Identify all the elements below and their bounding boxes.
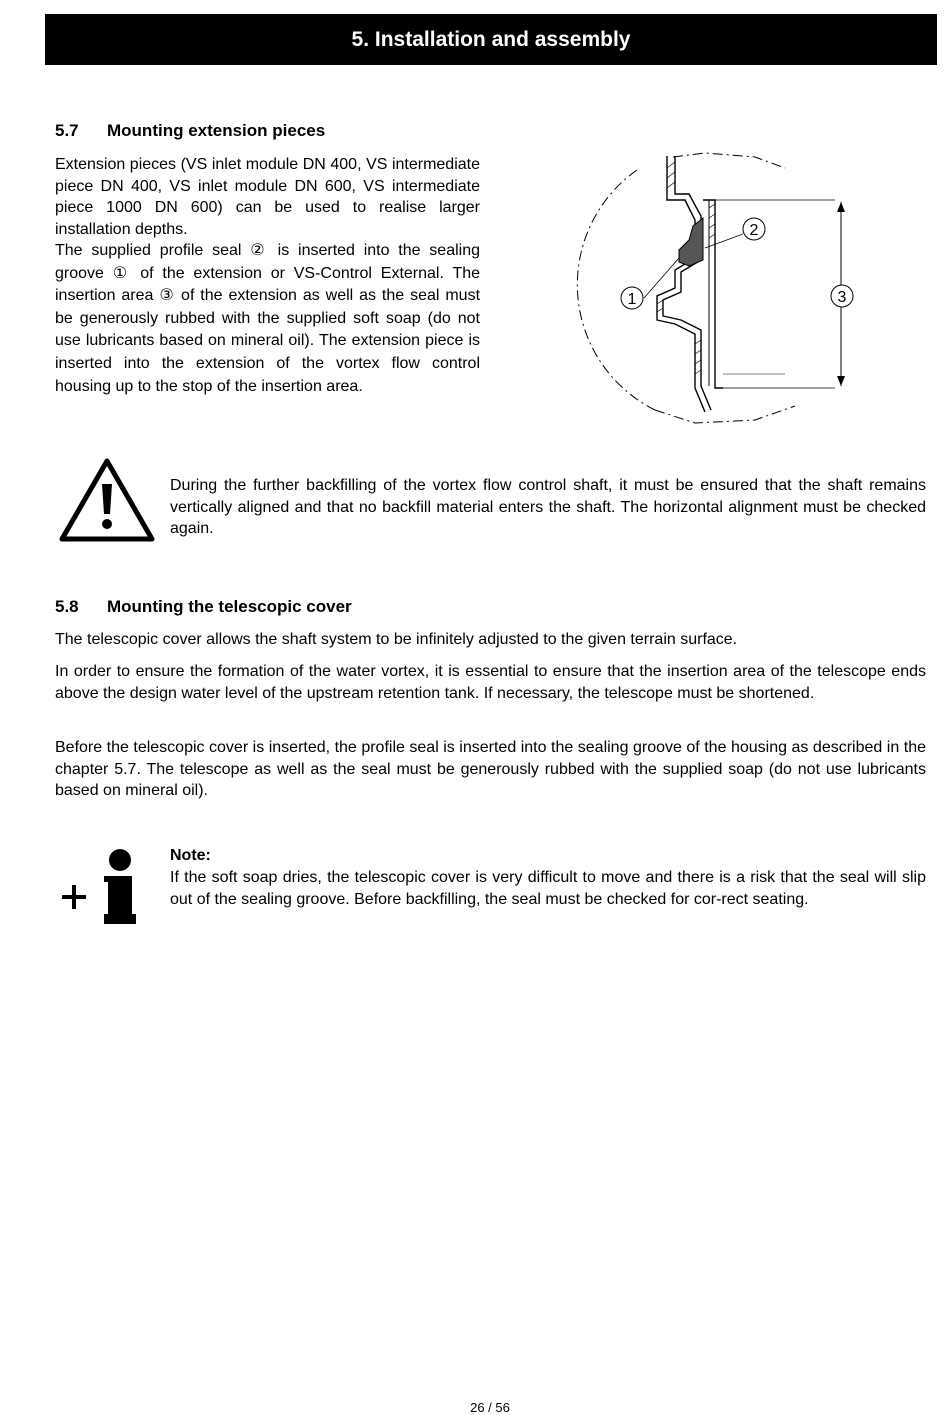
callout-3-symbol: ③ — [159, 287, 176, 305]
callout-label-3: 3 — [837, 289, 847, 306]
extension-hatching — [709, 204, 715, 238]
callout-1-symbol: ① — [112, 264, 132, 282]
page-number: 26 / 56 — [470, 1400, 510, 1415]
section-number: 5.7 — [55, 121, 79, 140]
leader-line-1 — [644, 258, 679, 298]
warning-triangle-icon — [58, 456, 156, 544]
leader-line-2 — [705, 234, 743, 248]
callout-label-1: 1 — [627, 291, 637, 308]
section-5-8-paragraph-1: The telescopic cover allows the shaft system to be infinitely adjusted to the given terrain surface. — [55, 631, 738, 648]
detail-circle-left — [577, 170, 655, 410]
detail-circle-top — [673, 153, 785, 168]
callout-2-symbol: ② — [250, 242, 269, 259]
text-segment: of the extension or VS-Control External. The insertion area — [55, 264, 481, 305]
chapter-title: . Installation and assembly — [363, 27, 631, 51]
note-title: Note: — [170, 847, 211, 864]
text-segment: The supplied profile seal — [55, 242, 251, 259]
dimension-arrow-top — [837, 202, 845, 212]
housing-wall-inner — [663, 156, 711, 410]
detail-circle-bottom — [655, 406, 795, 423]
profile-seal — [679, 218, 703, 266]
dimension-arrow-bottom — [837, 376, 845, 386]
plus-info-icon — [58, 848, 142, 928]
section-title: Mounting extension pieces — [107, 121, 326, 140]
section-5-7-heading — [55, 121, 325, 141]
callout-label-2: 2 — [749, 222, 759, 239]
section-5-8-heading — [55, 597, 352, 617]
seal-cross-section-figure — [555, 148, 865, 428]
warning-text: During the further backfilling of the vortex flow control shaft, it must be ensured that the shaft remains vertically aligned and that no backfill material enters the shaft. The horizontal alignment must be checked again. — [170, 477, 926, 537]
section-5-8-paragraph-2: In order to ensure the formation of the water vortex, it is essential to ensure that the insertion area of the telescope ends above the design water level of the upstream retention tank. If necessary, the telescope must be shortened. — [55, 663, 926, 702]
text-segment: of the extension as well as the seal must be generously rubbed with the supplied soft soap (do not use lubricants based on mineral oil). The extension piece is inserted into the extension of the vortex flow control housing up to the stop of the insertion area. — [55, 287, 481, 395]
section-5-8-paragraph-3: Before the telescopic cover is inserted, the profile seal is inserted into the sealing groove of the housing as described in the chapter 5.7. The telescope as well as the seal must be generously rubbed with the supplied soap (do not use lubricants based on mineral oil). — [55, 739, 926, 799]
chapter-header — [45, 14, 937, 65]
section-5-7-paragraph-2 — [55, 240, 480, 398]
section-5-7-paragraph-1: Extension pieces (VS inlet module DN 400, VS intermediate piece DN 400, VS inlet module DN 600, VS intermediate piece 1000 DN 600) can be used to realise larger installation depths. — [55, 156, 480, 238]
note-text: If the soft soap dries, the telescopic cover is very difficult to move and there is a risk that the seal will slip out of the sealing groove. Before backfilling, the seal must be checked for cor-rect seating. — [170, 869, 926, 908]
text-segment: is inserted into the sealing groove — [55, 242, 481, 282]
section-number: 5.8 — [55, 597, 79, 616]
section-title: Mounting the telescopic cover — [107, 597, 352, 616]
extension-piece — [703, 200, 723, 388]
chapter-number: 5 — [351, 27, 364, 51]
